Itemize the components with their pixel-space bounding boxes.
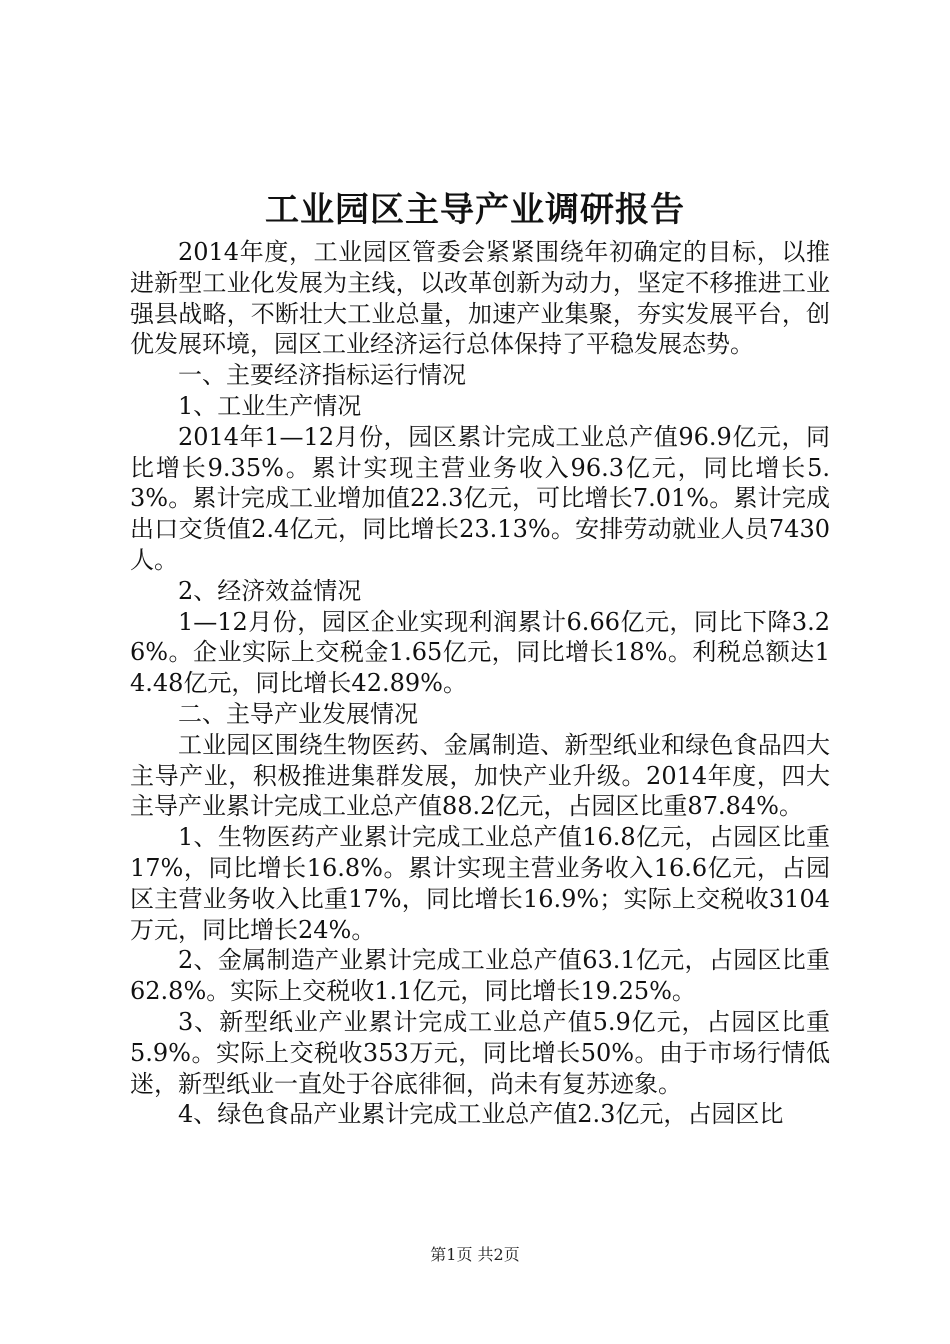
green-food-paragraph: 4、绿色食品产业累计完成工业总产值2.3亿元，占园区比 [178,1100,784,1129]
subsection-heading-production: 1、工业生产情况 [178,391,362,420]
benefits-paragraph: 1—12月份，园区企业实现利润累计6.66亿元，同比下降3.26%。企业实际上交税金1.65亿元，同比增长18%。利税总额达14.48亿元，同比增长42.89%。 [130,607,830,698]
paper-industry-paragraph: 3、新型纸业产业累计完成工业总产值5.9亿元，占园区比重5.9%。实际上交税收353万元，同比增长50%。由于市场行情低迷，新型纸业一直处于谷底徘徊，尚未有复苏迹象。 [130,1007,830,1098]
production-paragraph: 2014年1—12月份，园区累计完成工业总产值96.9亿元，同比增长9.35%。累计实现主营业务收入96.3亿元，同比增长5.3%。累计完成工业增加值22.3亿元，可比增长7.01%。累计完成出口交货值2.4亿元，同比增长23.13%。安排劳动就业人员7430人。 [130,422,830,574]
intro-paragraph: 2014年度，工业园区管委会紧紧围绕年初确定的目标，以推进新型工业化发展为主线，以改革创新为动力，坚定不移推进工业强县战略，不断壮大工业总量，加速产业集聚，夯实发展平台，创优发展环境，园区工业经济运行总体保持了平稳发展态势。 [130,238,830,359]
industries-overview-paragraph: 工业园区围绕生物医药、金属制造、新型纸业和绿色食品四大主导产业，积极推进集群发展，加快产业升级。2014年度，四大主导产业累计完成工业总产值88.2亿元，占园区比重87.84%。 [130,730,830,821]
section-heading-1: 一、主要经济指标运行情况 [178,361,466,390]
document-body [130,237,830,1130]
metal-manufacturing-paragraph: 2、金属制造产业累计完成工业总产值63.1亿元，占园区比重62.8%。实际上交税收1.1亿元，同比增长19.25%。 [130,946,830,1006]
subsection-heading-benefits: 2、经济效益情况 [178,576,362,605]
biomedicine-paragraph: 1、生物医药产业累计完成工业总产值16.8亿元，占园区比重17%，同比增长16.8%。累计实现主营业务收入16.6亿元，占园区主营业务收入比重17%，同比增长16.9%；实际上交税收3104万元，同比增长24%。 [130,823,830,944]
section-heading-2: 二、主导产业发展情况 [178,699,418,728]
document-title: 工业园区主导产业调研报告 [265,190,685,230]
page-number-footer: 第1页 共2页 [430,1245,520,1264]
